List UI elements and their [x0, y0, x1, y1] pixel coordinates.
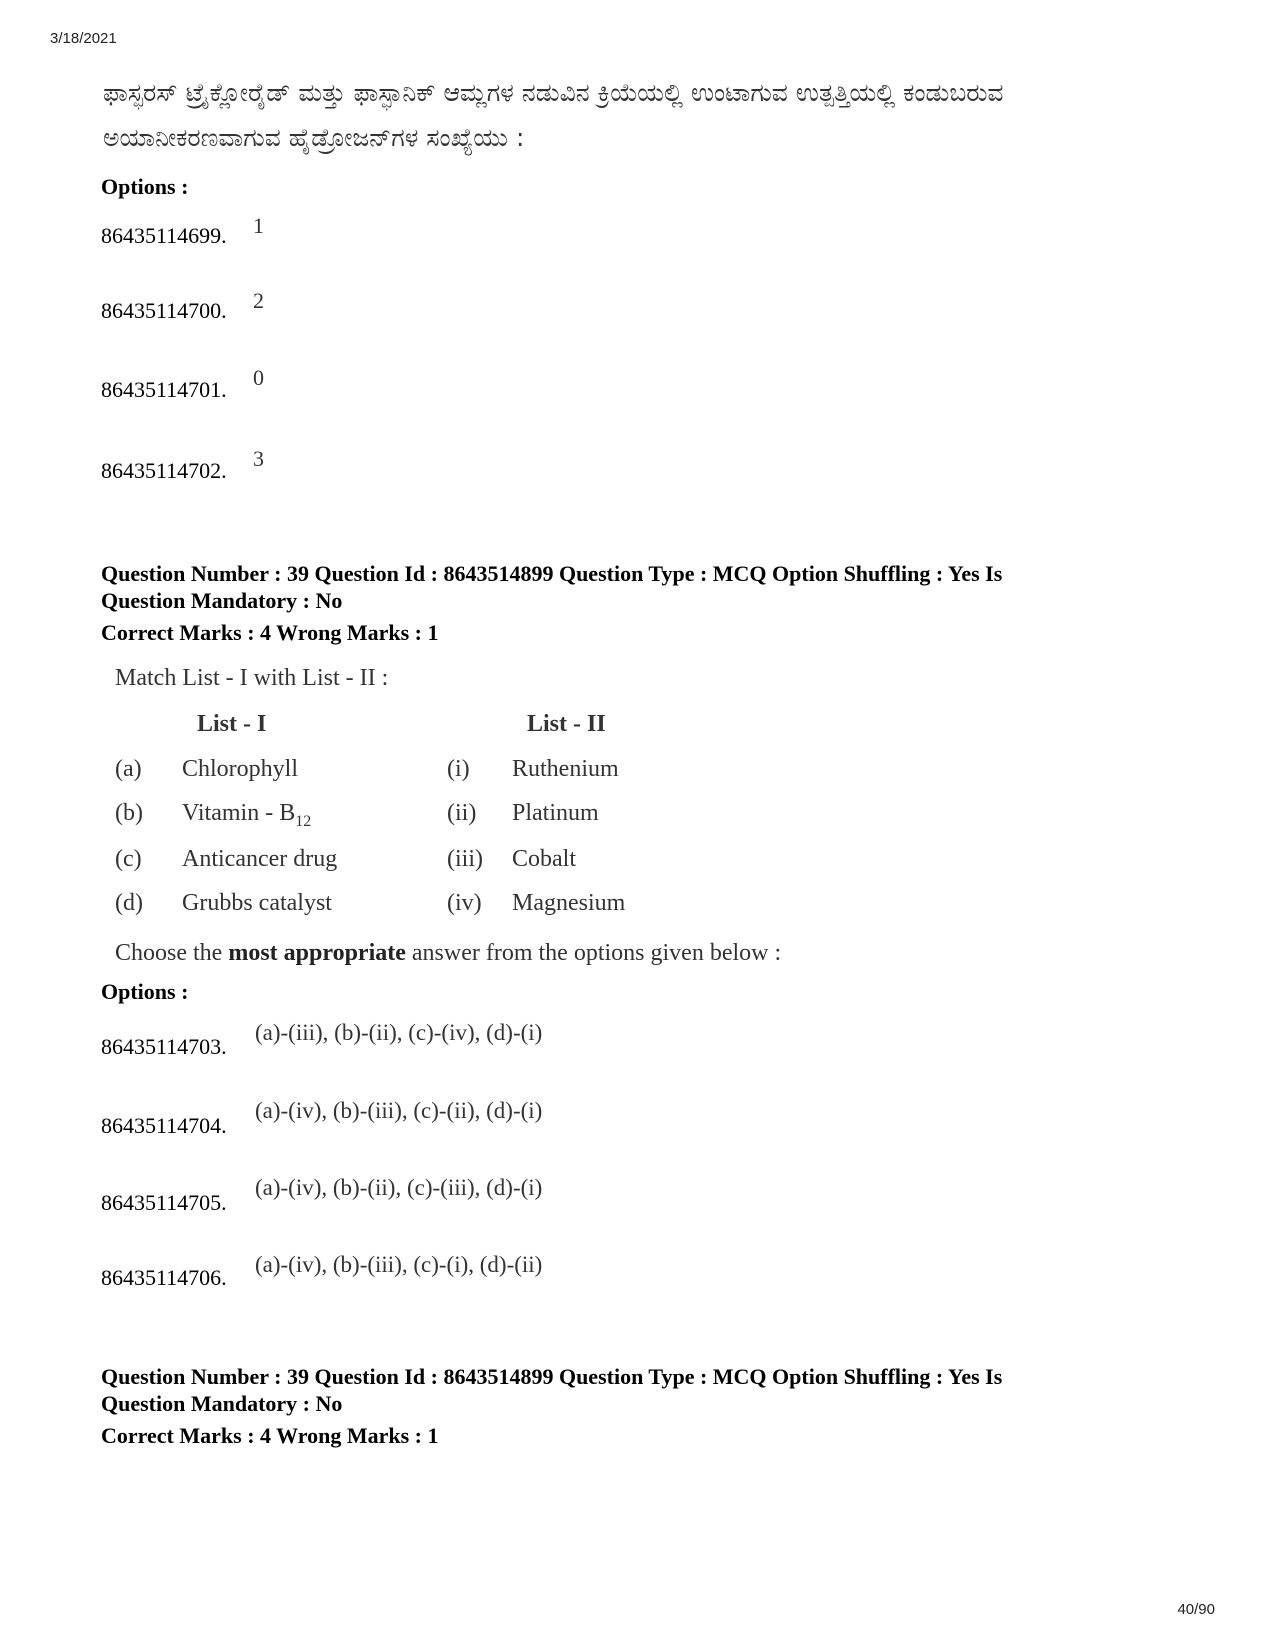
- list-1-item: Chlorophyll: [182, 756, 299, 782]
- list-2-item: Cobalt: [512, 846, 576, 872]
- list-1-label: (d): [115, 890, 143, 916]
- option-id: 86435114702.: [101, 458, 227, 483]
- list-2-label: (iv): [447, 890, 482, 916]
- option-value: (a)-(iv), (b)-(iii), (c)-(i), (d)-(ii): [255, 1252, 543, 1277]
- instruction-emphasis: most appropriate: [228, 940, 406, 966]
- option-value: 1: [253, 213, 264, 238]
- list-1-item: Grubbs catalyst: [182, 890, 332, 916]
- option-value: (a)-(iii), (b)-(ii), (c)-(iv), (d)-(i): [255, 1020, 543, 1045]
- option-id: 86435114703.: [101, 1034, 227, 1059]
- list-1-item: [182, 800, 311, 831]
- option-value: 3: [253, 446, 264, 471]
- question-header: [101, 560, 1221, 614]
- option-value: (a)-(iv), (b)-(ii), (c)-(iii), (d)-(i): [255, 1175, 543, 1200]
- list-2-item: Ruthenium: [512, 756, 619, 782]
- list-2-label: (iii): [447, 846, 483, 872]
- instruction-text: Choose the: [115, 940, 229, 966]
- list-1-label: (a): [115, 756, 142, 782]
- question-header-line-1: Question Number : 39 Question Id : 8643514899 Question Type : MCQ Option Shuffling : Yes Is: [101, 1364, 1003, 1389]
- list-1-header: List - I: [197, 711, 267, 737]
- list-2-item: Platinum: [512, 800, 599, 826]
- instruction-text: answer from the options given below :: [405, 940, 782, 966]
- option-id: 86435114705.: [101, 1190, 227, 1215]
- question-intro: Match List - I with List - II :: [115, 665, 389, 691]
- list-1-item-text: Vitamin - B: [182, 800, 296, 826]
- option-id: 86435114706.: [101, 1265, 227, 1290]
- question-header-line-2: Question Mandatory : No: [101, 588, 343, 613]
- subscript: 12: [295, 812, 312, 830]
- print-date: 3/18/2021: [50, 30, 117, 47]
- options-label: Options :: [101, 979, 189, 1004]
- list-2-label: (ii): [447, 800, 477, 826]
- option-value: 0: [253, 365, 264, 390]
- question-text-line-2: ಅಯಾನೀಕರಣವಾಗುವ ಹೈಡ್ರೋಜನ್‌ಗಳ ಸಂಖ್ಯೆಯು :: [103, 123, 525, 152]
- option-value: (a)-(iv), (b)-(iii), (c)-(ii), (d)-(i): [255, 1098, 543, 1123]
- list-1-item: Anticancer drug: [182, 846, 338, 872]
- question-header-line-1: Question Number : 39 Question Id : 8643514899 Question Type : MCQ Option Shuffling : Yes Is: [101, 561, 1003, 586]
- option-id: 86435114701.: [101, 377, 227, 402]
- option-id: 86435114704.: [101, 1113, 227, 1138]
- question-header: [101, 1363, 1221, 1417]
- option-id: 86435114700.: [101, 298, 227, 323]
- page-number: 40/90: [1177, 1601, 1215, 1618]
- question-header-line-2: Question Mandatory : No: [101, 1391, 343, 1416]
- list-1-label: (c): [115, 846, 142, 872]
- option-value: 2: [253, 288, 264, 313]
- list-2-item: Magnesium: [512, 890, 626, 916]
- list-2-label: (i): [447, 756, 470, 782]
- question-instruction: [115, 940, 781, 967]
- option-id: 86435114699.: [101, 223, 227, 248]
- question-marks: Correct Marks : 4 Wrong Marks : 1: [101, 1423, 439, 1448]
- question-text-line-1: ಫಾಸ್ಫರಸ್ ಟ್ರೈಕ್ಲೋರೈಡ್ ಮತ್ತು ಫಾಸ್ಫಾನಿಕ್ ಆಮ್ಲಗಳ ನಡುವಿನ ಕ್ರಿಯೆಯಲ್ಲಿ ಉಂಟಾಗುವ ಉತ್ಪತ್ತಿಯಲ್ಲಿ ಕಂಡುಬರುವ: [103, 78, 1004, 107]
- list-1-label: (b): [115, 800, 143, 826]
- options-label: Options :: [101, 174, 189, 199]
- question-marks: Correct Marks : 4 Wrong Marks : 1: [101, 620, 439, 645]
- list-2-header: List - II: [527, 711, 606, 737]
